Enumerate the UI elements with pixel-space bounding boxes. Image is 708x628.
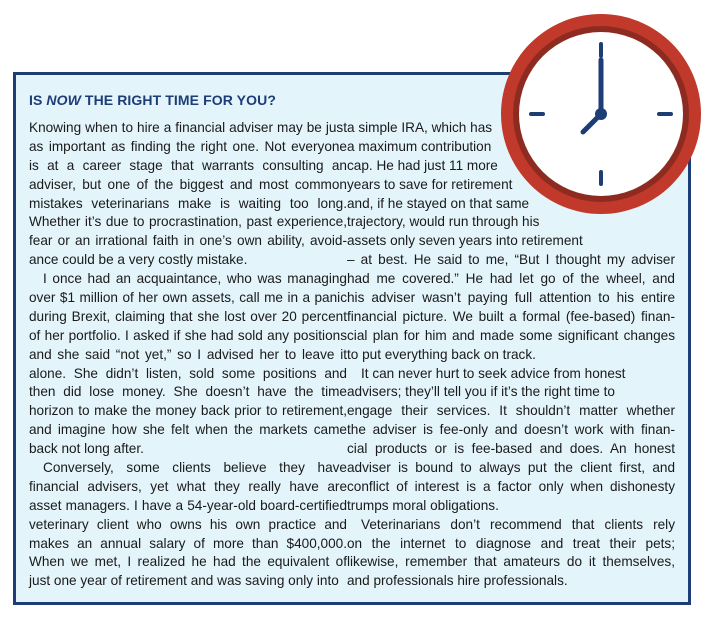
text-line: conflict of interest is a factor only when dishonesty (347, 478, 675, 494)
text-line: had me covered.” He had let go of the wheel, and (347, 271, 675, 287)
text-line: engage their services. It shouldn’t matter whether (347, 403, 675, 419)
text-line: I once had an acquaintance, who was managing (43, 271, 347, 287)
text-line: mistakes veterinarians make is waiting too long. (29, 195, 347, 211)
text-line: and, if he stayed on that same (347, 195, 530, 211)
left-column (29, 119, 347, 591)
text-line: fear or an irrational faith in one’s own ability, avoid- (29, 233, 347, 249)
text-line: veterinary client who owns his own practice and (29, 516, 347, 532)
sidebar-title (29, 92, 276, 108)
text-line: the adviser is fee-only and doesn’t work with finan- (347, 422, 675, 438)
text-line: a simple IRA, which has (347, 120, 493, 135)
text-line: Whether it’s due to procrastination, past experience, (29, 214, 347, 230)
text-line: Conversely, some clients believe they have (43, 460, 347, 476)
text-line: on the internet to diagnose and treat their pets; (347, 535, 675, 551)
text-line: trajectory, would run through his (347, 214, 540, 230)
text-line: during Brexit, claiming that she lost over 20 percent (29, 308, 347, 324)
text-line: asset managers. I have a 54-year-old board-certified (29, 497, 347, 513)
text-line: trumps moral obligations. (347, 497, 499, 513)
text-line: Knowing when to hire a financial adviser may be just (29, 120, 347, 135)
text-line: makes an annual salary of more than $400,000. (29, 535, 347, 551)
text-line: a maximum contribution (347, 138, 492, 154)
text-line: back not long after. (29, 441, 144, 457)
text-line: just one year of retirement and was saving only into (29, 573, 339, 589)
text-line: When we met, I realized he had the equivalent of (29, 554, 347, 570)
text-line: adviser, but one of the biggest and most common (29, 176, 347, 192)
text-line: ance could be a very costly mistake. (29, 252, 248, 268)
text-line: Veterinarians don’t recommend that clients rely (361, 516, 675, 532)
text-line: and she said “not yet,” so I advised her to leave it (29, 346, 347, 362)
text-line: financial picture. We built a formal (fee-based) finan- (347, 308, 675, 324)
text-line: as important as finding the right one. Not everyone (29, 138, 347, 154)
title-prefix: IS (29, 92, 47, 108)
text-line: of her portfolio. I asked if she had sold any positions (29, 327, 347, 343)
text-line: years to save for retirement (347, 176, 513, 192)
text-line: and imagine how she felt when the markets came (29, 422, 347, 438)
text-line: alone. She didn’t listen, sold some positions and (29, 365, 347, 381)
text-line: advisers; they’ll tell you if it’s the right time to (347, 384, 615, 400)
text-line: It can never hurt to seek advice from honest (361, 365, 626, 381)
title-suffix: THE RIGHT TIME FOR YOU? (80, 92, 276, 108)
text-line: cial plan for him and made some significant changes (347, 327, 675, 343)
text-line: cap. He had just 11 more (347, 157, 498, 173)
text-line: over $1 million of her own assets, call me in a panic (29, 290, 347, 306)
text-line: and professionals hire professionals. (347, 573, 568, 589)
text-line: to put everything back on track. (347, 346, 536, 362)
text-line: then did lose money. She doesn’t have the time (29, 384, 347, 400)
clock-icon (497, 10, 705, 218)
text-line: adviser is bound to always put the client first, and (347, 460, 675, 476)
text-line: is at a career stage that warrants consulting an (29, 157, 347, 173)
text-line: cial products or is fee-based and does. An honest (347, 441, 675, 457)
text-line: his adviser wasn’t paying full attention to his entire (347, 290, 675, 306)
text-line: – at best. He said to me, “But I thought my adviser (347, 252, 675, 268)
text-line: horizon to make the money back prior to retirement, (29, 403, 347, 419)
text-line: financial advisers, yet what they really have are (29, 478, 347, 494)
text-line: likewise, remember that amateurs do it themselves, (347, 554, 675, 570)
text-line: assets only seven years into retirement (347, 233, 583, 249)
title-emphasis: NOW (46, 92, 81, 108)
